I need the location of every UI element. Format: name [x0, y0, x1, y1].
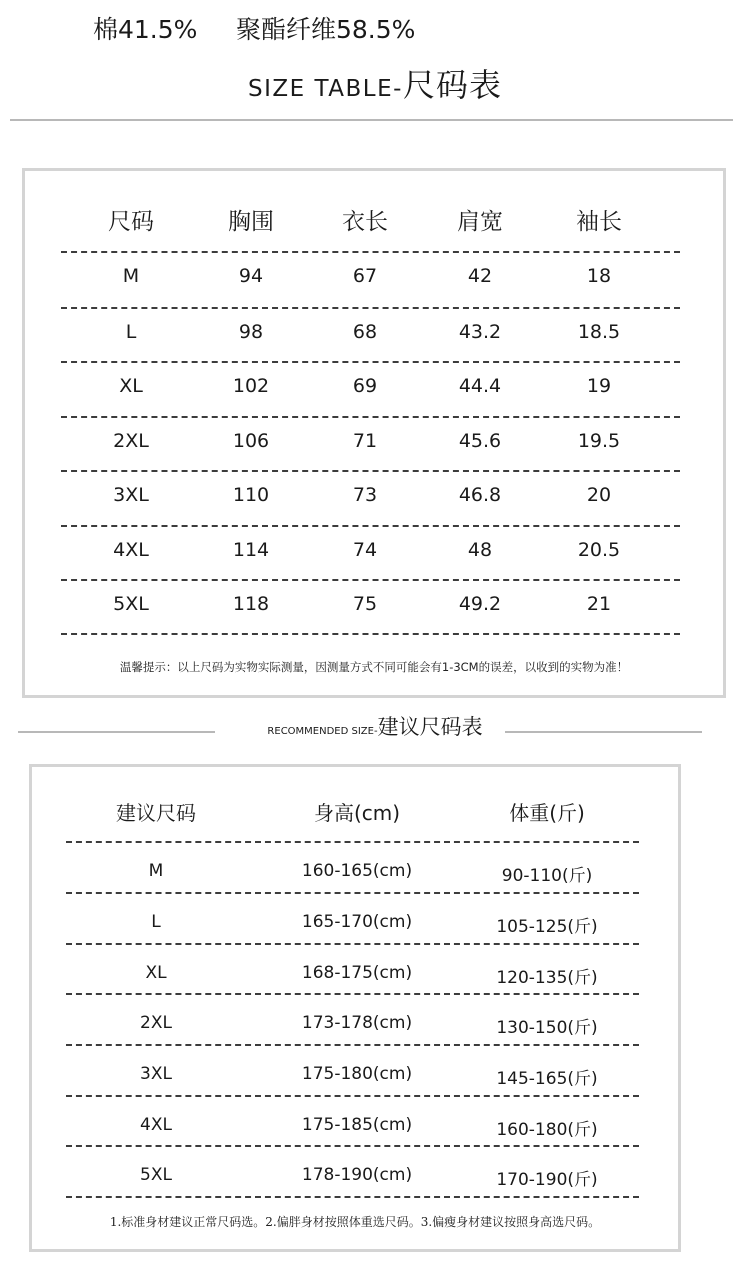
recommended-cell: 165-170(cm): [301, 912, 413, 932]
title-divider: [10, 119, 733, 121]
size-table-cell: 106: [232, 430, 270, 452]
recommended-title-zh: 建议尺码表: [377, 715, 483, 739]
size-table-cell: 102: [232, 375, 270, 397]
size-table-cell: 48: [467, 539, 493, 561]
recommended-note: 1.标准身材建议正常尺码选。2.偏胖身材按照体重选尺码。3.偏瘦身材建议按照身高选尺码。: [109, 1215, 601, 1229]
size-table-cell: 20: [586, 484, 612, 506]
size-table-header-cell: 尺码: [108, 209, 154, 235]
size-table-cell: 18: [586, 265, 612, 287]
material-cotton: 棉41.5%: [93, 15, 198, 44]
recommended-cell: 178-190(cm): [301, 1165, 413, 1185]
size-table-cell: 114: [232, 539, 270, 561]
size-table-divider: [61, 361, 680, 363]
size-table-cell: 19: [586, 375, 612, 397]
size-table-divider: [61, 416, 680, 418]
size-table-title-zh: 尺码表: [402, 66, 502, 104]
recommended-cell: 120-135(斤): [496, 968, 598, 988]
size-table-note: 温馨提示：以上尺码为实物实际测量，因测量方式不同可能会有1-3CM的误差，以收到的实物为准！: [119, 660, 629, 674]
recommended-cell: 175-180(cm): [301, 1064, 413, 1084]
material-polyester: 聚酯纤维58.5%: [236, 15, 416, 44]
recommended-size-panel: [29, 764, 681, 1252]
recommended-cell: XL: [145, 963, 167, 983]
recommended-cell: 105-125(斤): [496, 917, 598, 937]
recommended-cell: 2XL: [140, 1013, 172, 1033]
recommended-title: [0, 710, 750, 749]
size-table-cell: 118: [232, 593, 270, 615]
recommended-divider: [66, 1095, 639, 1097]
recommended-cell: 5XL: [140, 1165, 172, 1185]
size-table-header-cell: 胸围: [228, 209, 274, 235]
size-table-cell: 75: [352, 593, 378, 615]
size-table-cell: 43.2: [458, 321, 502, 343]
recommended-cell: 130-150(斤): [496, 1018, 598, 1038]
material-composition: [0, 10, 520, 50]
size-table-cell: 94: [238, 265, 264, 287]
size-table-header-cell: 袖长: [576, 209, 622, 235]
size-table-cell: 3XL: [113, 484, 149, 506]
size-table-divider: [61, 579, 680, 581]
recommended-cell: 173-178(cm): [301, 1013, 413, 1033]
recommended-title-en: RECOMMENDED SIZE-: [267, 726, 378, 737]
size-table-cell: 18.5: [577, 321, 621, 343]
recommended-cell: 90-110(斤): [501, 866, 593, 886]
recommended-divider: [66, 1145, 639, 1147]
size-table-cell: 45.6: [458, 430, 502, 452]
size-table-cell: 73: [352, 484, 378, 506]
size-table-cell: 49.2: [458, 593, 502, 615]
size-table-cell: 110: [232, 484, 270, 506]
recommended-cell: 160-180(斤): [496, 1120, 598, 1140]
size-table-header-cell: 肩宽: [457, 209, 503, 235]
recommended-cell: 175-185(cm): [301, 1115, 413, 1135]
recommended-divider: [66, 892, 639, 894]
recommended-cell: 3XL: [140, 1064, 172, 1084]
recommended-cell: M: [148, 861, 164, 881]
size-table-cell: 71: [352, 430, 378, 452]
recommended-cell: 160-165(cm): [301, 861, 413, 881]
size-table-cell: 74: [352, 539, 378, 561]
size-table-cell: 98: [238, 321, 264, 343]
recommended-header-cell: 建议尺码: [116, 801, 196, 825]
size-table-cell: 4XL: [113, 539, 149, 561]
size-table-divider: [61, 307, 680, 309]
size-table-cell: L: [125, 321, 137, 343]
size-table-cell: XL: [119, 375, 143, 397]
size-table-divider: [61, 633, 680, 635]
recommended-header-cell: 体重(斤): [509, 801, 585, 825]
recommended-cell: L: [151, 912, 161, 932]
size-table-cell: M: [122, 265, 140, 287]
size-table-cell: 42: [467, 265, 493, 287]
recommended-cell: 168-175(cm): [301, 963, 413, 983]
recommended-divider: [66, 993, 639, 995]
size-table-cell: 69: [352, 375, 378, 397]
size-table-title: [0, 60, 750, 114]
recommended-cell: 4XL: [140, 1115, 172, 1135]
size-table-divider: [61, 470, 680, 472]
size-table-divider: [61, 251, 680, 253]
size-table-cell: 5XL: [113, 593, 149, 615]
size-table-cell: 2XL: [113, 430, 149, 452]
size-table-cell: 68: [352, 321, 378, 343]
size-table-cell: 44.4: [458, 375, 502, 397]
recommended-cell: 170-190(斤): [496, 1170, 598, 1190]
recommended-header-cell: 身高(cm): [313, 801, 401, 825]
size-table-panel: [22, 168, 726, 698]
size-table-cell: 19.5: [577, 430, 621, 452]
size-table-divider: [61, 525, 680, 527]
size-table-cell: 67: [352, 265, 378, 287]
size-table-cell: 46.8: [458, 484, 502, 506]
recommended-divider: [66, 841, 639, 843]
size-table-cell: 20.5: [577, 539, 621, 561]
recommended-divider: [66, 1196, 639, 1198]
size-table-cell: 21: [586, 593, 612, 615]
size-table-title-en: SIZE TABLE-: [248, 76, 403, 102]
recommended-cell: 145-165(斤): [496, 1069, 598, 1089]
recommended-divider: [66, 1044, 639, 1046]
size-table-header-cell: 衣长: [342, 209, 388, 235]
recommended-divider: [66, 943, 639, 945]
